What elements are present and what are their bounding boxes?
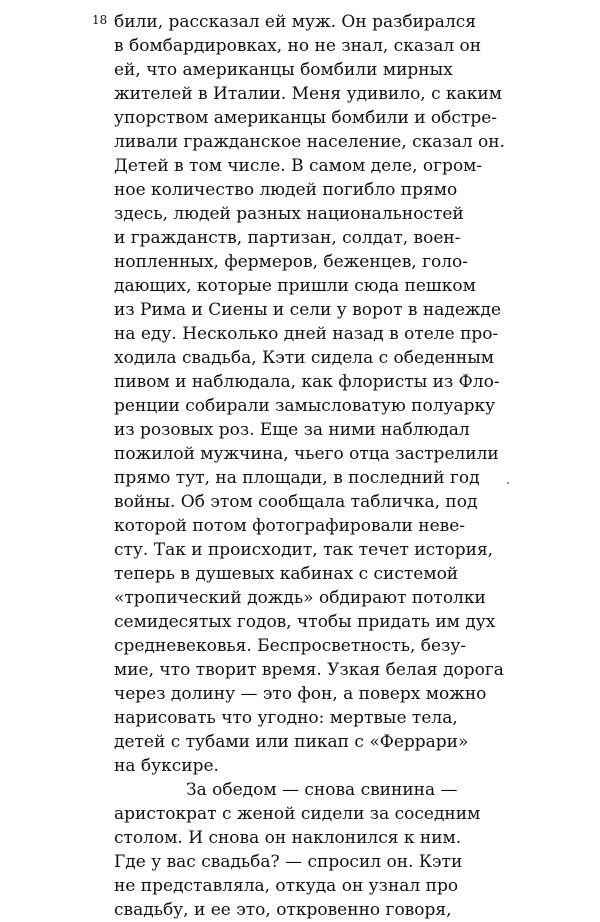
text-line: и гражданств, партизан, солдат, воен- [114, 228, 461, 248]
text-line: ренции собирали замысловатую полуарку [114, 396, 496, 416]
text-line: через долину — это фон, а поверх можно [114, 684, 487, 704]
text-line: свадьбу, и ее это, откровенно говоря, [114, 900, 452, 920]
text-line: на еду. Несколько дней назад в отеле про- [114, 324, 499, 344]
text-line: ей, что американцы бомбили мирных [114, 60, 453, 80]
text-line: пожилой мужчина, чьего отца застрелили [114, 444, 499, 464]
text-line: ное количество людей погибло прямо [114, 180, 458, 200]
text-line: аристократ с женой сидели за соседним [114, 804, 481, 824]
text-line: детей с тубами или пикап с «Феррари» [114, 732, 469, 752]
body-text [114, 10, 534, 922]
paragraph-start-line: За обедом — снова свинина — [186, 780, 458, 800]
text-line: войны. Об этом сообщала табличка, под [114, 492, 478, 512]
text-line: дающих, которые пришли сюда пешком [114, 276, 476, 296]
text-line: в бомбардировках, но не знал, сказал он [114, 36, 482, 56]
text-line: средневековья. Беспросветность, безу- [114, 636, 467, 656]
text-line: прямо тут, на площади, в последний год [114, 468, 480, 488]
text-line: из Рима и Сиены и сели у ворот в надежде [114, 300, 502, 320]
scan-speck [507, 482, 509, 484]
text-line: нарисовать что угодно: мертвые тела, [114, 708, 458, 728]
text-line: Где у вас свадьба? — спросил он. Кэти [114, 852, 463, 872]
text-line: упорством американцы бомбили и обстре- [114, 108, 498, 128]
text-line: из розовых роз. Еще за ними наблюдал [114, 420, 470, 440]
text-line: били, рассказал ей муж. Он разбирался [114, 12, 476, 32]
text-line: Детей в том числе. В самом деле, огром- [114, 156, 483, 176]
text-line: семидесятых годов, чтобы придать им дух [114, 612, 496, 632]
text-line: сту. Так и происходит, так течет история, [114, 540, 494, 560]
text-line: «тропический дождь» обдирают потолки [114, 588, 486, 608]
text-line: нопленных, фермеров, беженцев, голо- [114, 252, 468, 272]
text-line: столом. И снова он наклонился к ним. [114, 828, 462, 848]
page-number: 18 [92, 13, 108, 27]
text-line: на буксире. [114, 756, 219, 776]
text-line: жителей в Италии. Меня удивило, с каким [114, 84, 502, 104]
text-line: пивом и наблюдала, как флористы из Фло- [114, 372, 500, 392]
text-line: мие, что творит время. Узкая белая дорога [114, 660, 504, 680]
text-line: которой потом фотографировали неве- [114, 516, 466, 536]
text-line: ходила свадьба, Кэти сидела с обеденным [114, 348, 495, 368]
text-line: ливали гражданское население, сказал он. [114, 132, 506, 152]
text-line: не представляла, откуда он узнал про [114, 876, 459, 896]
text-line: теперь в душевых кабинах с системой [114, 564, 459, 584]
text-line: здесь, людей разных национальностей [114, 204, 464, 224]
